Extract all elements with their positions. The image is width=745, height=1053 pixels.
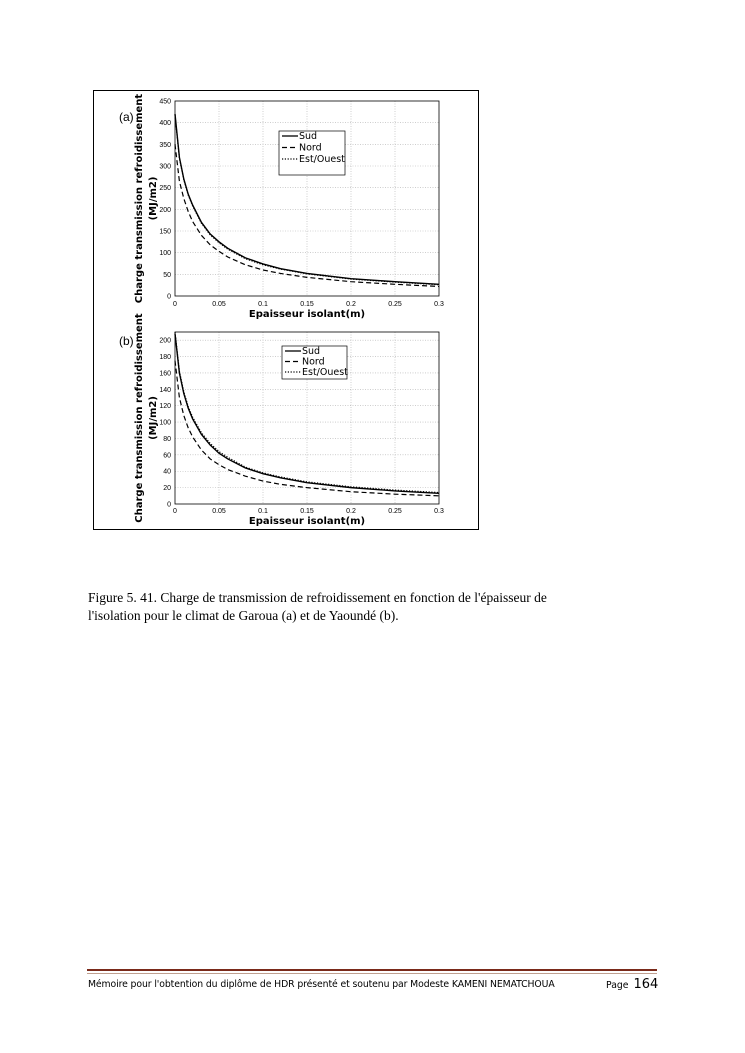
legend-label: Sud — [302, 346, 321, 357]
y-tick-label: 160 — [159, 370, 171, 378]
y-tick-label: 40 — [163, 468, 171, 476]
x-axis-label: Epaisseur isolant(m) — [248, 309, 366, 320]
y-axis-label: Charge transmission refroidissement — [134, 313, 145, 523]
x-tick-label: 0.25 — [388, 301, 402, 308]
y-tick-label: 60 — [163, 452, 171, 460]
y-tick-label: 0 — [167, 501, 171, 509]
legend-label: Est/Ouest — [302, 367, 348, 378]
figure-caption — [88, 589, 628, 625]
x-tick-label: 0.15 — [300, 301, 314, 308]
x-tick-label: 0.2 — [346, 301, 356, 308]
footer-page — [606, 977, 658, 992]
y-tick-label: 100 — [159, 250, 171, 258]
legend-label: Nord — [299, 142, 322, 154]
y-tick-label: 350 — [159, 141, 171, 149]
y-tick-label: 400 — [159, 120, 171, 128]
y-tick-label: 200 — [159, 206, 171, 214]
x-tick-label: 0.2 — [346, 508, 356, 515]
charts-container — [94, 91, 478, 529]
y-tick-label: 50 — [163, 271, 171, 279]
x-axis-label: Epaisseur isolant(m) — [248, 516, 366, 527]
footer-rule — [87, 969, 657, 971]
y-tick-label: 150 — [159, 228, 171, 236]
caption-line-1: Figure 5. 41. Charge de transmission de refroidissement en fonction de l'épaisseur de — [88, 590, 547, 605]
panel-label: (a) — [119, 110, 134, 124]
caption-line-2: l'isolation pour le climat de Garoua (a) et de Yaoundé (b). — [88, 608, 399, 623]
x-tick-label: 0.15 — [300, 508, 314, 515]
panel-label: (b) — [119, 334, 134, 348]
page-number: 164 — [633, 977, 659, 992]
x-tick-label: 0.05 — [212, 508, 226, 515]
y-tick-label: 300 — [159, 163, 171, 171]
y-tick-label: 120 — [159, 403, 171, 411]
x-tick-label: 0 — [173, 301, 177, 308]
footer-rule-thin — [87, 973, 657, 974]
y-tick-label: 20 — [163, 485, 171, 493]
y-tick-label: 140 — [159, 386, 171, 394]
page-label: Page — [606, 980, 629, 991]
x-tick-label: 0.05 — [212, 301, 226, 308]
x-tick-label: 0.25 — [388, 508, 402, 515]
y-tick-label: 80 — [163, 435, 171, 443]
x-tick-label: 0.1 — [258, 301, 268, 308]
y-tick-label: 450 — [159, 98, 171, 106]
y-axis-units: (MJ/m2) — [148, 396, 159, 440]
x-tick-label: 0.3 — [434, 508, 444, 515]
legend-label: Nord — [302, 356, 325, 368]
legend-label: Est/Ouest — [299, 154, 345, 165]
footer-text: Mémoire pour l'obtention du diplôme de HDR présenté et soutenu par Modeste KAMENI NEMATCHOUA — [88, 979, 555, 990]
x-tick-label: 0.3 — [434, 301, 444, 308]
y-tick-label: 0 — [167, 293, 171, 301]
y-tick-label: 180 — [159, 354, 171, 362]
x-tick-label: 0 — [173, 508, 177, 515]
y-tick-label: 200 — [159, 337, 171, 345]
chart-panel-a — [119, 94, 444, 320]
y-tick-label: 250 — [159, 185, 171, 193]
figure-frame — [93, 90, 479, 530]
y-tick-label: 100 — [159, 419, 171, 427]
y-axis-units: (MJ/m2) — [148, 176, 159, 221]
legend-label: Sud — [299, 131, 318, 142]
chart-panel-b — [119, 313, 444, 527]
y-axis-label: Charge transmission refroidissement — [134, 93, 145, 304]
x-tick-label: 0.1 — [258, 508, 268, 515]
